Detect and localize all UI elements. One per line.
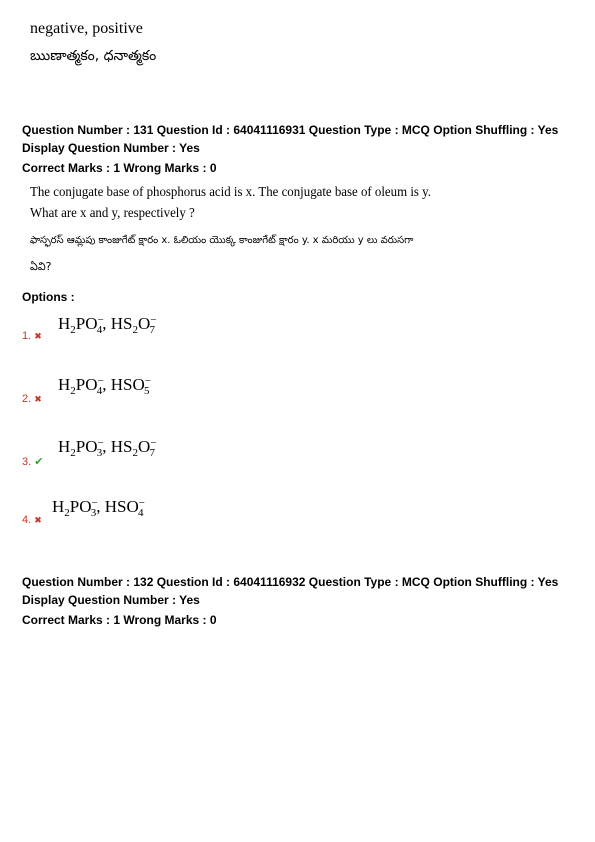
prev-answer-telugu: ఋణాత్మకం, ధనాత్మకం (30, 48, 157, 64)
option-4-number (22, 514, 42, 526)
q131-text-english-1: The conjugate base of phosphorus acid is x. The conjugate base of oleum is y. (30, 185, 431, 200)
option-1-formula (58, 314, 155, 336)
option-2-part-b: PO (75, 375, 98, 394)
q132-meta-line2: Display Question Number : Yes (22, 593, 200, 607)
option-1-sub-b: 4 (96, 324, 103, 336)
q132-meta (22, 573, 582, 629)
cross-mark-icon: ✖ (34, 394, 42, 404)
q131-text-english-2: What are x and y, respectively ? (30, 206, 195, 221)
option-2-separator: , (102, 375, 111, 394)
option-3-sub-c: 2 (132, 447, 138, 459)
option-3-number (22, 455, 43, 468)
option-2-sub-a: 2 (70, 385, 76, 397)
options-label: Options : (22, 290, 75, 304)
option-1-sub-a: 2 (70, 324, 76, 336)
option-4-number-label: 4. (22, 514, 32, 526)
q131-meta-line2: Display Question Number : Yes (22, 141, 200, 155)
option-4-part-b: PO (69, 497, 92, 516)
option-2-part-a: H (58, 375, 71, 394)
option-1-number-label: 1. (22, 330, 32, 342)
option-1-ion-b (98, 314, 103, 336)
q131-meta-line3: Correct Marks : 1 Wrong Marks : 0 (22, 161, 217, 175)
option-2-number (22, 393, 42, 405)
q131-meta-line1: Question Number : 131 Question Id : 64041116931 Question Type : MCQ Option Shuffling : Yes (22, 123, 559, 137)
option-4-ion-b (92, 497, 97, 519)
option-2-charge-c: − (144, 375, 151, 387)
option-3-part-a: H (58, 437, 71, 456)
option-3-ion-b (98, 437, 103, 459)
cross-mark-icon: ✖ (34, 331, 42, 341)
option-4-formula (52, 497, 143, 519)
q132-meta-line1: Question Number : 132 Question Id : 64041116932 Question Type : MCQ Option Shuffling : Yes (22, 575, 559, 589)
option-4-ion-c (139, 497, 144, 519)
check-mark-icon: ✔ (34, 456, 44, 468)
option-2-number-label: 2. (22, 393, 32, 405)
prev-answer-english: negative, positive (30, 20, 143, 37)
option-1-part-d: O (137, 314, 151, 333)
option-4-part-a: H (52, 497, 65, 516)
option-1-part-b: PO (75, 314, 98, 333)
option-3-sub-b: 3 (96, 447, 103, 459)
option-3-separator: , (102, 437, 111, 456)
option-3-part-d: O (137, 437, 151, 456)
option-3-formula (58, 437, 155, 459)
option-1-separator: , (102, 314, 111, 333)
option-2-formula (58, 375, 149, 397)
option-3-charge-d: − (150, 437, 157, 449)
option-1-sub-c: 2 (132, 324, 138, 336)
q132-meta-line3: Correct Marks : 1 Wrong Marks : 0 (22, 613, 217, 627)
option-2-charge-b: − (97, 375, 104, 387)
option-4-charge-c: − (138, 497, 145, 509)
option-3-number-label: 3. (22, 456, 32, 468)
option-1-ion-d (150, 314, 155, 336)
option-1-charge-d: − (150, 314, 157, 326)
option-2-sub-b: 4 (96, 385, 103, 397)
option-4-part-c: HSO (104, 497, 139, 516)
option-3-part-c: HS (110, 437, 133, 456)
q131-meta (22, 121, 582, 177)
option-1-number (22, 330, 42, 342)
q131-text-telugu-2: ఏవి? (30, 260, 52, 273)
option-4-separator: , (96, 497, 105, 516)
option-3-sub-d: 7 (149, 447, 155, 459)
option-1-part-c: HS (110, 314, 133, 333)
option-4-sub-c: 4 (137, 507, 144, 519)
option-3-part-b: PO (75, 437, 98, 456)
option-4-charge-b: − (91, 497, 98, 509)
cross-mark-icon: ✖ (34, 515, 42, 525)
option-3-ion-d (150, 437, 155, 459)
option-3-charge-b: − (97, 437, 104, 449)
option-1-part-a: H (58, 314, 71, 333)
option-1-sub-d: 7 (149, 324, 155, 336)
option-2-part-c: HSO (110, 375, 145, 394)
option-2-sub-c: 5 (143, 385, 150, 397)
option-1-charge-b: − (97, 314, 104, 326)
option-2-ion-b (98, 375, 103, 397)
option-3-sub-a: 2 (70, 447, 76, 459)
option-2-ion-c (145, 375, 150, 397)
option-4-sub-b: 3 (90, 507, 97, 519)
option-4-sub-a: 2 (64, 507, 70, 519)
q131-text-telugu-1: ఫాస్ఫరస్ ఆమ్లపు కాంజుగేట్ క్షారం x. ఓలియం యొక్క కాంజుగేట్ క్షారం y. x మరియు y లు వరుసగా (30, 235, 414, 246)
